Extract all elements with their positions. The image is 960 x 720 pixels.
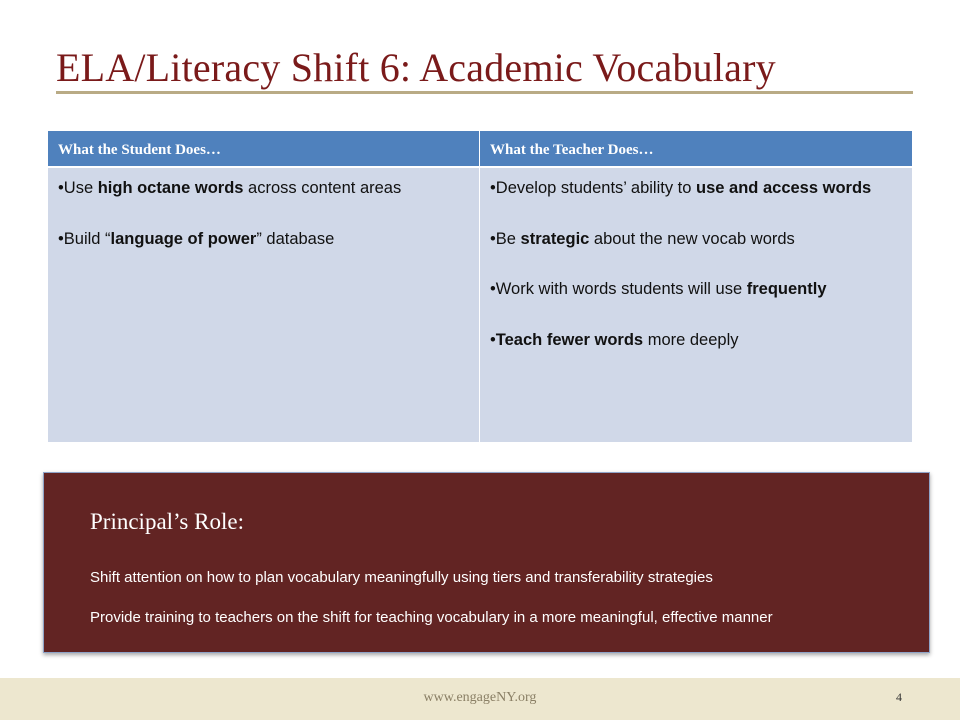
principal-role-box — [43, 472, 930, 653]
list-item: •Teach fewer words more deeply — [490, 330, 739, 349]
role-title: Principal’s Role: — [90, 509, 244, 534]
list-item: •Work with words students will use frequently — [490, 280, 827, 299]
title-underline — [56, 91, 913, 94]
list-item: •Develop students’ ability to use and access words — [490, 179, 872, 197]
footer-bar — [0, 678, 960, 720]
teacher-cell — [479, 166, 912, 442]
page-number: 4 — [896, 690, 902, 704]
student-cell — [48, 166, 479, 442]
role-line-1: Shift attention on how to plan vocabulary meaningfully using tiers and transferability strategies — [90, 569, 713, 586]
role-line-2: Provide training to teachers on the shift for teaching vocabulary in a more meaningful, effective manner — [90, 609, 773, 626]
footer-url[interactable]: www.engageNY.org — [423, 690, 537, 705]
student-header: What the Student Does… — [48, 131, 479, 166]
slide-title: ELA/Literacy Shift 6: Academic Vocabulary — [56, 45, 776, 90]
list-item: •Be strategic about the new vocab words — [490, 229, 795, 248]
shift-table — [48, 131, 912, 442]
list-item: •Build “language of power” database — [58, 229, 335, 248]
teacher-header: What the Teacher Does… — [479, 131, 912, 166]
list-item: •Use high octane words across content areas — [58, 179, 402, 197]
